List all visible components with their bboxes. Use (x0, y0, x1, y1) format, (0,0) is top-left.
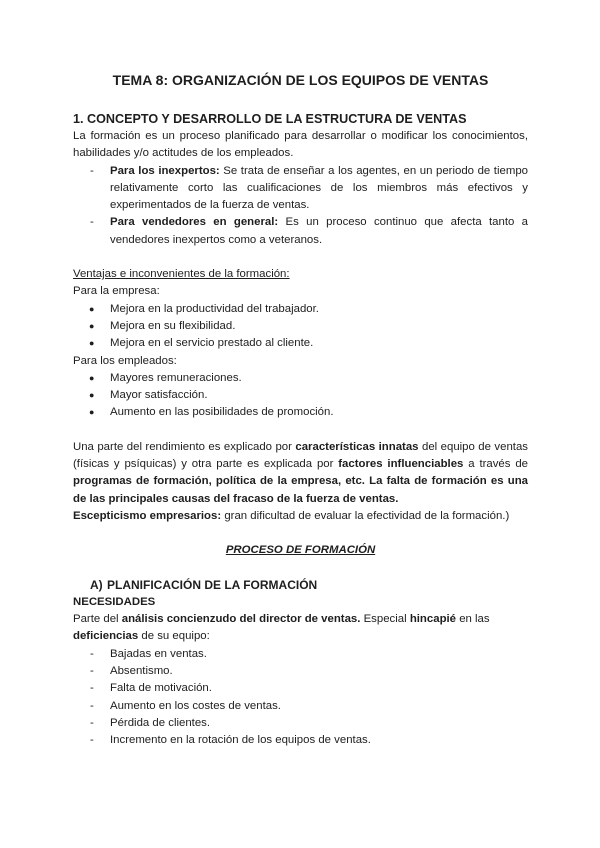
text-run: del equipo de ventas (físicas y psíquicas) y otra parte es explicada por (73, 440, 528, 471)
document-title: TEMA 8: ORGANIZACIÓN DE LOS EQUIPOS DE VENTAS (112, 72, 489, 88)
bold-run: NECESIDADES (73, 595, 156, 608)
text-run: a través de (463, 458, 528, 471)
training-audience-list (73, 163, 528, 249)
skepticism-line (73, 508, 528, 525)
list-item-text: Es un proceso continuo que afecta tanto a vendedores inexpertos como a veteranos. (110, 216, 528, 246)
list-item: ● Mayor satisfacción. (73, 387, 528, 404)
list-item: ● Mejora en el servicio prestado al cliente. (73, 335, 528, 352)
performance-paragraph (73, 439, 528, 508)
deficiencies-list (73, 646, 528, 750)
employee-benefits-list (73, 370, 528, 422)
bold-run: hincapié (409, 613, 457, 626)
list-item: - Bajadas en ventas. (73, 646, 528, 663)
list-item (73, 163, 528, 215)
list-item (73, 214, 528, 249)
list-item: - Incremento en la rotación de los equipos de ventas. (73, 732, 528, 749)
bold-run: análisis concienzudo del director de ventas. (121, 613, 361, 626)
bold-run: deficiencias (73, 630, 139, 643)
advantages-heading: Ventajas e inconvenientes de la formación: (73, 268, 290, 281)
list-item: - Absentismo. (73, 663, 528, 680)
list-item: - Aumento en los costes de ventas. (73, 698, 528, 715)
list-item: ● Aumento en las posibilidades de promoción. (73, 404, 528, 421)
employees-label: Para los empleados: (73, 354, 177, 367)
subsection-a-heading (73, 577, 528, 594)
text-run: en las (456, 613, 490, 626)
list-item: - Pérdida de clientes. (73, 715, 528, 732)
list-item: ● Mejora en su flexibilidad. (73, 318, 528, 335)
process-title: PROCESO DE FORMACIÓN (225, 544, 376, 557)
spacer (73, 422, 528, 439)
subsection-title: PLANIFICACIÓN DE LA FORMACIÓN (107, 577, 318, 592)
list-item: ● Mejora en la productividad del trabajador. (73, 301, 528, 318)
text-run: gran dificultad de evaluar la efectividad de la formación.) (221, 509, 510, 522)
subsection-label: A) (90, 577, 103, 592)
spacer (73, 249, 528, 266)
needs-paragraph (73, 611, 528, 646)
spacer (73, 560, 528, 577)
section-1-heading: 1. CONCEPTO Y DESARROLLO DE LA ESTRUCTURA DE VENTAS (73, 112, 467, 126)
list-item: ● Mayores remuneraciones. (73, 370, 528, 387)
section-1-intro: La formación es un proceso planificado para desarrollar o modificar los conocimientos, habilidades y/o actitudes de los empleados. (73, 130, 528, 160)
text-run: Una parte del rendimiento es explicado por (73, 440, 296, 453)
list-item-bold: Para vendedores en general: (110, 216, 279, 229)
text-run: Parte del (73, 613, 122, 626)
needs-heading (73, 594, 528, 611)
list-item-bold: Para los inexpertos: (110, 164, 220, 177)
bold-run: características innatas (295, 440, 419, 453)
bold-run: programas de formación, política de la empresa, etc. La falta de formación es una de las principales causas del fracaso de la fuerza de ventas. (73, 475, 528, 505)
company-label: Para la empresa: (73, 285, 160, 298)
company-benefits-list (73, 301, 528, 353)
document-body (73, 70, 528, 750)
bold-run: factores influenciables (338, 458, 464, 471)
bold-run: Escepticismo empresarios: (73, 509, 222, 522)
list-item-text: Se trata de enseñar a los agentes, en un periodo de tiempo relativamente corto las cualificaciones de los miembros más efectivos y experimentados de la fuerza de ventas. (110, 164, 528, 212)
text-run: Especial (360, 613, 410, 626)
text-run: de su equipo: (138, 630, 210, 643)
spacer (73, 525, 528, 542)
list-item: - Falta de motivación. (73, 680, 528, 697)
